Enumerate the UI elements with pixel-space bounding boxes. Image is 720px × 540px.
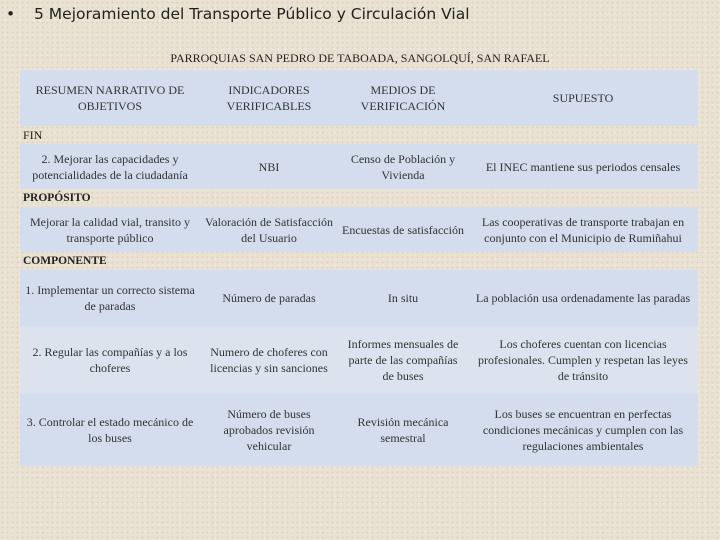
- table-subtitle: PARROQUIAS SAN PEDRO DE TABOADA, SANGOLQUÍ, SAN RAFAEL: [170, 51, 550, 65]
- table-cell: Número de paradas: [222, 291, 316, 305]
- table-cell: Mejorar la calidad vial, transito y transporte público: [30, 214, 190, 245]
- section-label-fin: FIN: [23, 128, 43, 142]
- table-row-componente-3: [20, 394, 698, 466]
- table-cell: La población usa ordenadamente las paradas: [475, 291, 691, 305]
- table-cell: NBI: [258, 159, 280, 174]
- table-cell: Los choferes cuentan con licencias profesionales. Cumplen y respetan las leyes de tránsito: [478, 337, 688, 383]
- table-cell: Las cooperativas de transporte trabajan en conjunto con el Municipio de Rumiñahui: [481, 214, 685, 245]
- table-cell: 2. Regular las compañías y a los choferes: [32, 345, 188, 375]
- bullet-marker: •: [6, 5, 16, 23]
- table-cell: Número de buses aprobados revisión vehicular: [223, 407, 315, 453]
- table-cell: Numero de choferes con licencias y sin sanciones: [210, 345, 328, 375]
- table-cell: Los buses se encuentran en perfectas condiciones mecánicas y cumplen con las regulaciones ambientales: [482, 407, 684, 453]
- table-cell: 1. Implementar un correcto sistema de paradas: [25, 283, 195, 313]
- table-cell: In situ: [387, 291, 419, 305]
- section-label-proposito: PROPÓSITO: [23, 192, 91, 204]
- slide-title: [6, 5, 470, 23]
- table-cell: Encuestas de satisfacción: [342, 222, 464, 237]
- table-cell: Informes mensuales de parte de las compañías de buses: [347, 337, 459, 383]
- header-supuesto: SUPUESTO: [552, 91, 614, 105]
- slide-title-text: 5 Mejoramiento del Transporte Público y Circulación Vial: [34, 5, 470, 23]
- table-cell: Valoración de Satisfacción del Usuario: [205, 214, 333, 245]
- table-cell: Censo de Población y Vivienda: [350, 151, 456, 182]
- table-cell: 2. Mejorar las capacidades y potencialidades de la ciudadanía: [32, 151, 188, 182]
- header-medios: MEDIOS DE VERIFICACIÓN: [360, 83, 446, 113]
- header-indicadores: INDICADORES VERIFICABLES: [226, 83, 312, 113]
- section-label-componente: COMPONENTE: [23, 255, 107, 267]
- table-cell: Revisión mecánica semestral: [357, 415, 449, 445]
- table-header-row: [20, 70, 698, 126]
- table-row-proposito: [20, 207, 698, 252]
- header-objetivos: RESUMEN NARRATIVO DE OBJETIVOS: [35, 83, 185, 113]
- table-cell: El INEC mantiene sus periodos censales: [485, 159, 681, 174]
- table-row-componente-1: [20, 270, 698, 326]
- logframe-table: [20, 70, 698, 466]
- table-cell: 3. Controlar el estado mecánico de los buses: [26, 415, 194, 445]
- table-row-componente-2: [20, 326, 698, 394]
- table-row-fin: [20, 144, 698, 189]
